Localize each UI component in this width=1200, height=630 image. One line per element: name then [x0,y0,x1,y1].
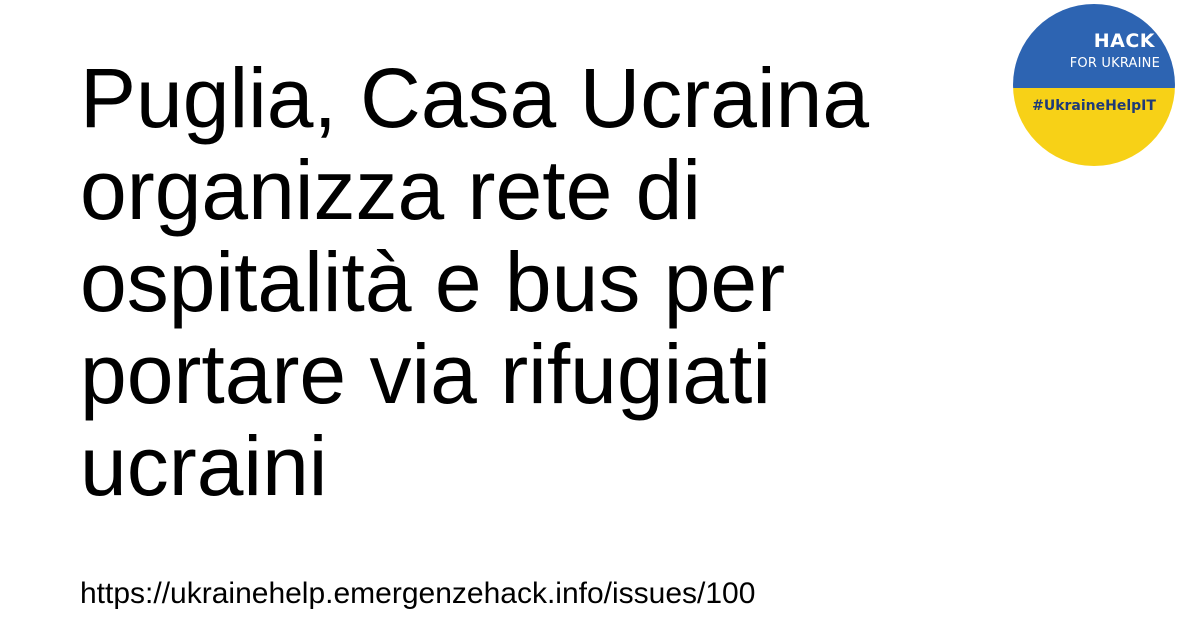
headline: Puglia, Casa Ucraina organizza rete di ospitalità e bus per portare via rifugiati ucraini [80,51,870,513]
badge-hashtag: #UkraineHelpIT [1032,98,1156,114]
source-url: https://ukrainehelp.emergenzehack.info/issues/100 [80,577,756,610]
hack-for-ukraine-badge [1013,4,1175,166]
badge-for-ukraine-label: FOR UKRAINE [1069,56,1160,71]
badge-hack-label: HACK [1093,30,1155,52]
